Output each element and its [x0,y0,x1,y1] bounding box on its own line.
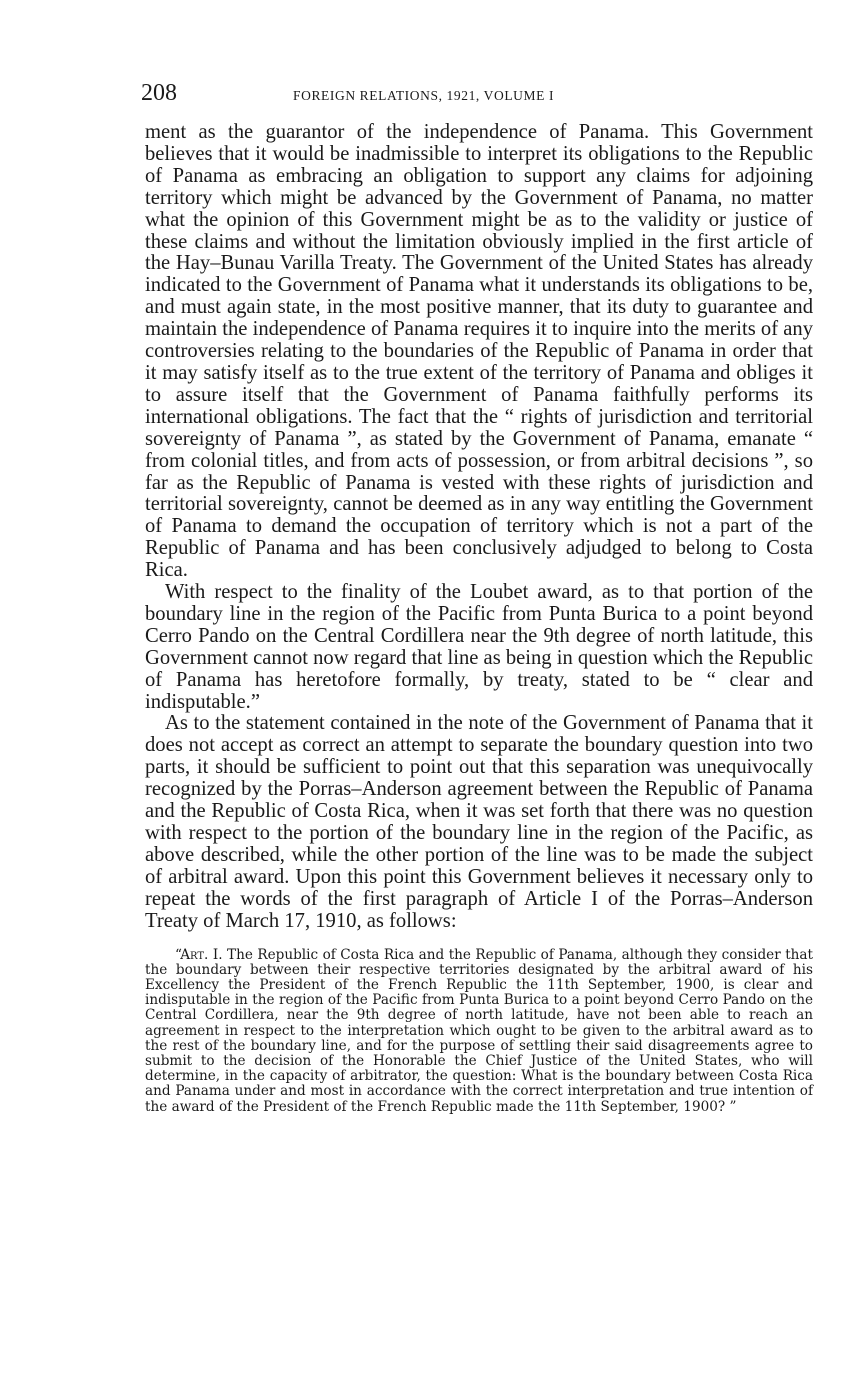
quote-article-label: “Art. I. [175,946,223,963]
page-number: 208 [141,80,177,106]
treaty-quotation [145,948,813,1115]
running-title: FOREIGN RELATIONS, 1921, VOLUME I [293,88,555,103]
quote-text: The Republic of Costa Rica and the Republic of Panama, although they consider that the boundary between their respective territories designated by the arbitral award of his Excellency the President of the French Republic the 11th September, 1900, is clear and indisputable in the region of the Pacific from Punta Burica to a point beyond Cerro Pando on the Central Cordillera, near the 9th degree of north latitude, have not been able to reach an agreement in respect to the interpretation which ought to be given to the arbitral award as to the rest of the boundary line, and for the purpose of settling their said disagreements agree to submit to the decision of the Honorable the Chief Justice of the United States, who will determine, in the capacity of arbitrator, the question: What is the boundary between Costa Rica and Panama under and most in accordance with the correct interpretation and true intention of the award of the President of the French Republic made the 11th September, 1900? ” [145,946,813,1115]
paragraph-continued: ment as the guarantor of the independence of Panama. This Government believes that it would be inadmissible to interpret its obligations to the Republic of Panama as embracing an obligation to support any claims for adjoining territory which might be advanced by the Government of Panama, no matter what the opinion of this Government might be as to the validity or justice of these claims and without the limitation obviously implied in the first article of the Hay–Bunau Varilla Treaty. The Government of the United States has already indicated to the Government of Panama what it understands its obligations to be, and must again state, in the most positive manner, that its duty to guarantee and maintain the independence of Panama requires it to inquire into the merits of any controversies relating to the boundaries of the Republic of Panama in order that it may satisfy itself as to the true extent of the territory of Panama and obliges it to assure itself that the Government of Panama faithfully performs its international obligations. The fact that the “ rights of jurisdiction and territorial sovereignty of Panama ”, as stated by the Government of Panama, emanate “ from colonial titles, and from acts of possession, or from arbitral decisions ”, so far as the Republic of Panama is vested with these rights of jurisdiction and territorial sovereignty, cannot be deemed as in any way entitling the Government of Panama to demand the occupation of territory which is not a part of the Republic of Panama and has been conclusively adjudged to belong to Costa Rica. [145,121,813,582]
paragraph-loubet-award: With respect to the finality of the Loubet award, as to that portion of the boundary line in the region of the Pacific from Punta Burica to a point beyond Cerro Pando on the Central Cordillera near the 9th degree of north latitude, this Government cannot now regard that line as being in question which the Republic of Panama has heretofore formally, by treaty, stated to be “ clear and indisputable.” [145,581,813,713]
paragraph-boundary-separation: As to the statement contained in the note of the Government of Panama that it does not accept as correct an attempt to separate the boundary question into two parts, it should be sufficient to point out that this separation was unequivocally recognized by the Porras–Anderson agreement between the Republic of Panama and the Republic of Costa Rica, when it was set forth that there was no question with respect to the portion of the boundary line in the region of the Pacific, as above described, while the other portion of the line was to be made the subject of arbitral award. Upon this point this Government believes it necessary only to repeat the words of the first paragraph of Article I of the Porras–Anderson Treaty of March 17, 1910, as follows: [145,712,813,932]
running-head [141,80,813,112]
document-page [141,80,813,1115]
body-text [145,122,813,933]
